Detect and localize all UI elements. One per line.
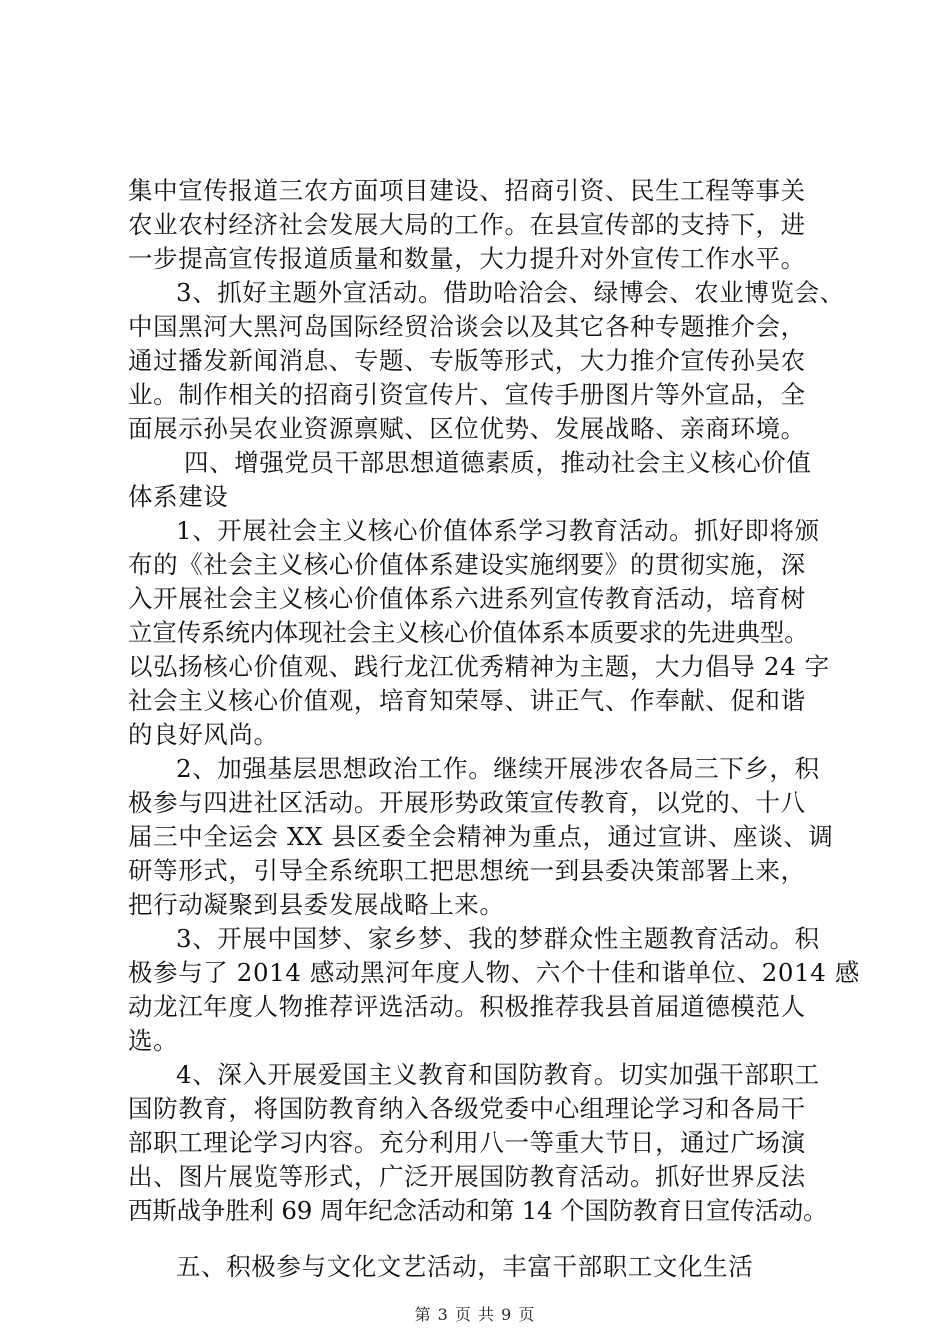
text-line: 入开展社会主义核心价值体系六进系列宣传教育活动，培育树 bbox=[128, 584, 806, 613]
text-line: 面展示孙吴农业资源禀赋、区位优势、发展战略、亲商环境。 bbox=[128, 414, 806, 443]
text-line: 3、抓好主题外宣活动。借助哈洽会、绿博会、农业博览会、 bbox=[176, 278, 845, 307]
text-line: 3、开展中国梦、家乡梦、我的梦群众性主题教育活动。积 bbox=[176, 924, 820, 953]
page-number-footer: 第 3 页 共 9 页 bbox=[414, 1305, 536, 1324]
text-line: 中国黑河大黑河岛国际经贸洽谈会以及其它各种专题推介会， bbox=[128, 312, 806, 341]
text-line: 一步提高宣传报道质量和数量，大力提升对外宣传工作水平。 bbox=[128, 244, 806, 273]
text-line: 动龙江年度人物推荐评选活动。积极推荐我县首届道德模范人 bbox=[128, 992, 806, 1021]
text-line: 届三中全运会 XX 县区委全会精神为重点，通过宣讲、座谈、调 bbox=[128, 822, 834, 851]
text-line: 2、加强基层思想政治工作。继续开展涉农各局三下乡，积 bbox=[176, 754, 820, 783]
section-heading: 五、积极参与文化文艺活动，丰富干部职工文化生活 bbox=[176, 1252, 754, 1281]
text-line: 极参与四进社区活动。开展形势政策宣传教育，以党的、十八 bbox=[128, 788, 806, 817]
text-line: 立宣传系统内体现社会主义核心价值体系本质要求的先进典型。 bbox=[128, 618, 809, 647]
text-line: 部职工理论学习内容。充分利用八一等重大节日，通过广场演 bbox=[128, 1128, 806, 1157]
text-line: 选。 bbox=[128, 1026, 179, 1055]
text-line: 社会主义核心价值观，培育知荣辱、讲正气、作奉献、促和谐 bbox=[128, 686, 806, 715]
text-line: 极参与了 2014 感动黑河年度人物、六个十佳和谐单位、2014 感 bbox=[128, 958, 860, 987]
text-line: 的良好风尚。 bbox=[128, 720, 279, 749]
section-heading: 体系建设 bbox=[128, 482, 229, 511]
text-line: 业。制作相关的招商引资宣传片、宣传手册图片等外宣品，全 bbox=[128, 380, 806, 409]
text-line: 把行动凝聚到县委发展战略上来。 bbox=[128, 890, 505, 919]
text-line: 布的《社会主义核心价值体系建设实施纲要》的贯彻实施，深 bbox=[128, 550, 806, 579]
text-line: 出、图片展览等形式，广泛开展国防教育活动。抓好世界反法 bbox=[128, 1162, 806, 1191]
text-line: 1、开展社会主义核心价值体系学习教育活动。抓好即将颁 bbox=[176, 516, 820, 545]
text-line: 研等形式，引导全系统职工把思想统一到县委决策部署上来， bbox=[128, 856, 806, 885]
text-line: 通过播发新闻消息、专题、专版等形式，大力推介宣传孙吴农 bbox=[128, 346, 806, 375]
text-line: 集中宣传报道三农方面项目建设、招商引资、民生工程等事关 bbox=[128, 176, 806, 205]
text-line: 国防教育，将国防教育纳入各级党委中心组理论学习和各局干 bbox=[128, 1094, 806, 1123]
section-heading: 四、增强党员干部思想道德素质，推动社会主义核心价值 bbox=[184, 448, 812, 477]
text-line: 西斯战争胜利 69 周年纪念活动和第 14 个国防教育日宣传活动。 bbox=[128, 1196, 828, 1225]
text-line: 4、深入开展爱国主义教育和国防教育。切实加强干部职工 bbox=[176, 1060, 820, 1089]
text-line: 农业农村经济社会发展大局的工作。在县宣传部的支持下，进 bbox=[128, 210, 806, 239]
text-line: 以弘扬核心价值观、践行龙江优秀精神为主题，大力倡导 24 字 bbox=[128, 652, 830, 681]
